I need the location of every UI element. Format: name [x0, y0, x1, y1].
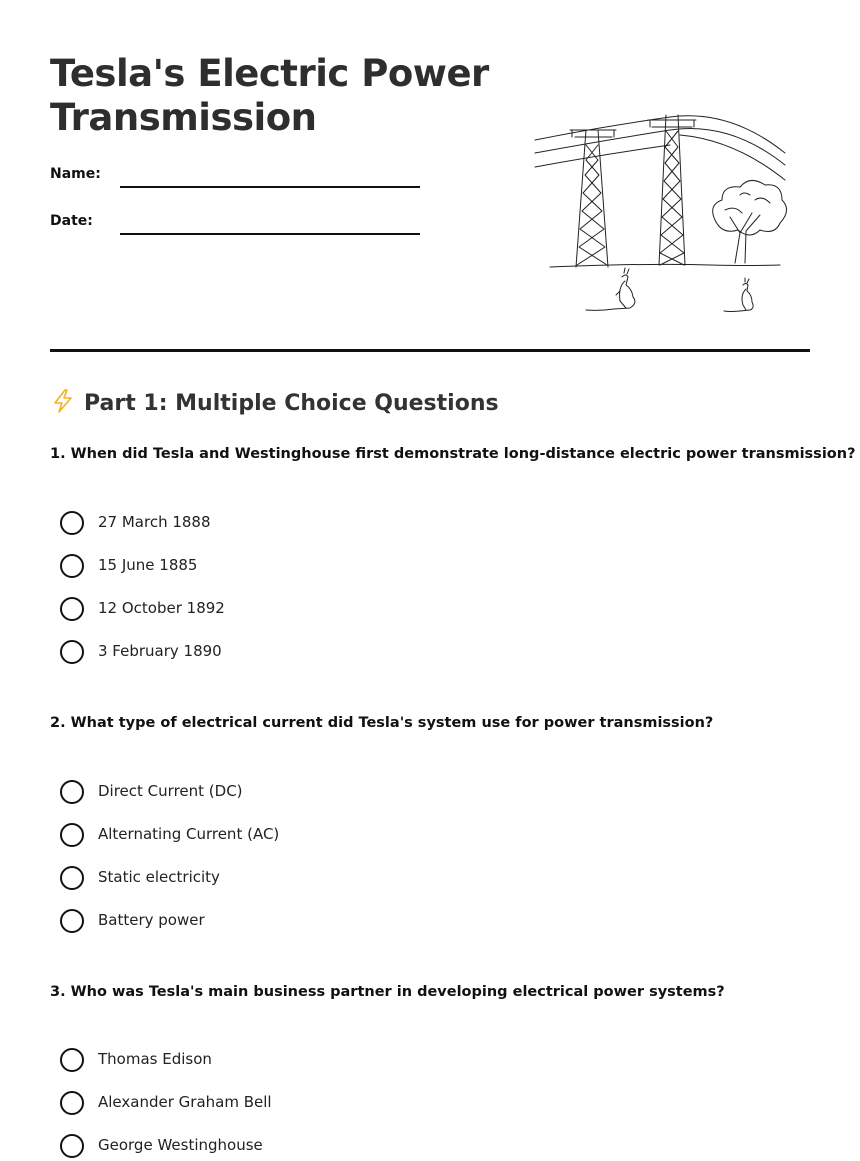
q1-option-1-radio[interactable] — [60, 511, 84, 535]
q3-option-1-radio[interactable] — [60, 1048, 84, 1072]
q2-option-3[interactable] — [60, 866, 660, 892]
q1-option-3[interactable] — [60, 597, 660, 623]
q2-option-2[interactable] — [60, 823, 660, 849]
q1-option-3-radio[interactable] — [60, 597, 84, 621]
q3-option-3[interactable] — [60, 1134, 660, 1160]
q3-option-2-radio[interactable] — [60, 1091, 84, 1115]
q2-option-4[interactable] — [60, 909, 660, 935]
name-label: Name: — [50, 166, 101, 182]
q2-option-1[interactable] — [60, 780, 660, 806]
power-lines-illustration — [530, 105, 790, 320]
q3-option-2-label: Alexander Graham Bell — [98, 1093, 272, 1111]
q3-option-2[interactable] — [60, 1091, 660, 1117]
q1-option-2-label: 15 June 1885 — [98, 556, 198, 574]
tower-left — [570, 130, 616, 267]
q1-option-1-label: 27 March 1888 — [98, 513, 211, 531]
q2-option-2-label: Alternating Current (AC) — [98, 825, 280, 843]
kangaroo-left — [586, 268, 635, 310]
q2-option-3-radio[interactable] — [60, 866, 84, 890]
name-line[interactable] — [120, 186, 420, 188]
q1-option-3-label: 12 October 1892 — [98, 599, 225, 617]
q2-option-4-radio[interactable] — [60, 909, 84, 933]
q1-option-4[interactable] — [60, 640, 660, 666]
worksheet-title: Tesla's Electric Power Transmission — [50, 52, 489, 139]
question-1: 1. When did Tesla and Westinghouse first demonstrate long-distance electric power transmission? — [50, 446, 856, 462]
q1-option-1[interactable] — [60, 511, 660, 537]
q2-option-4-label: Battery power — [98, 911, 205, 929]
question-2: 2. What type of electrical current did Tesla's system use for power transmission? — [50, 715, 714, 731]
q2-option-1-radio[interactable] — [60, 780, 84, 804]
date-line[interactable] — [120, 233, 420, 235]
q1-option-2[interactable] — [60, 554, 660, 580]
part1-title: Part 1: Multiple Choice Questions — [84, 391, 499, 416]
q1-option-4-radio[interactable] — [60, 640, 84, 664]
q1-option-2-radio[interactable] — [60, 554, 84, 578]
q2-option-1-label: Direct Current (DC) — [98, 782, 243, 800]
name-field[interactable] — [50, 166, 430, 196]
tower-right — [648, 115, 696, 265]
q3-option-3-radio[interactable] — [60, 1134, 84, 1158]
kangaroo-right — [724, 278, 753, 312]
lightning-bolt-icon — [50, 388, 76, 414]
q3-option-3-label: George Westinghouse — [98, 1136, 263, 1154]
q3-option-1[interactable] — [60, 1048, 660, 1074]
header-divider — [50, 349, 810, 352]
date-field[interactable] — [50, 213, 430, 243]
q1-option-4-label: 3 February 1890 — [98, 642, 222, 660]
q2-option-3-label: Static electricity — [98, 868, 220, 886]
q2-option-2-radio[interactable] — [60, 823, 84, 847]
tree — [713, 180, 787, 263]
question-3: 3. Who was Tesla's main business partner in developing electrical power systems? — [50, 984, 725, 1000]
part1-heading — [50, 388, 499, 419]
q3-option-1-label: Thomas Edison — [98, 1050, 212, 1068]
date-label: Date: — [50, 213, 93, 229]
